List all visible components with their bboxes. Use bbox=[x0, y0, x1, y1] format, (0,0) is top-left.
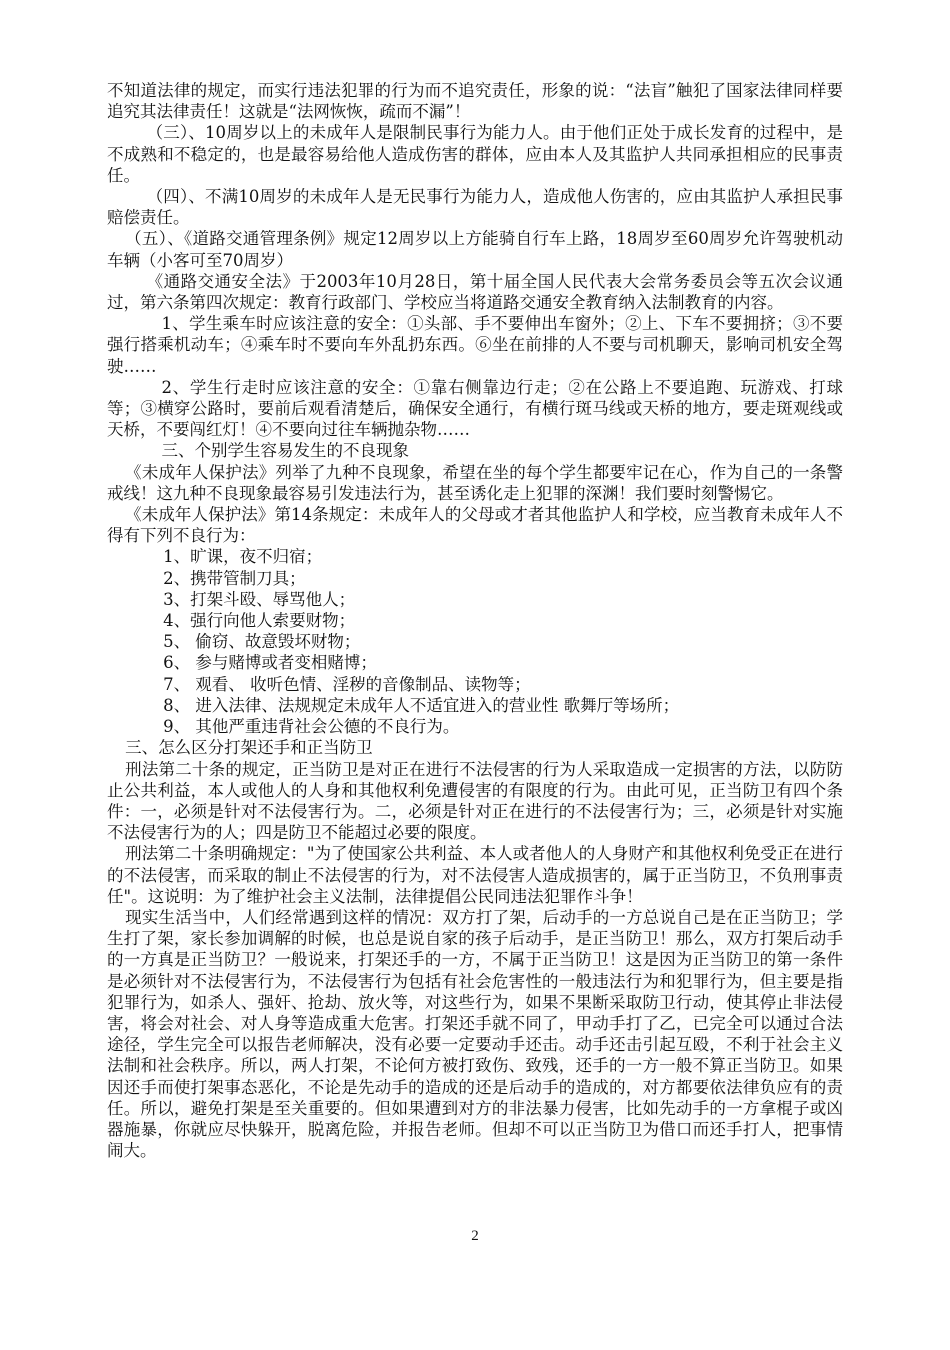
heading-bad-behaviors: 三、个别学生容易发生的不良现象 bbox=[161, 441, 409, 461]
list-item: 1、旷课，夜不归宿； bbox=[163, 547, 323, 567]
heading-self-defense: 三、怎么区分打架还手和正当防卫 bbox=[125, 738, 373, 758]
list-item: 4、强行向他人索要财物； bbox=[163, 611, 356, 631]
list-item: 8、 进入法律、法规规定未成年人不适宜进入的营业性 歌舞厅等场所； bbox=[163, 695, 680, 715]
list-item: 9、 其他严重违背社会公德的不良行为。 bbox=[163, 717, 460, 737]
paragraph-walk-safety: 2、学生行走时应该注意的安全：①靠右侧靠边行走；②在公路上不要追跑、玩游戏、打球等；③横穿公路时，要前后观看清楚后，确保安全通行，有横行斑马线或天桥的地方，要走斑观线或天桥，不要闯红灯！④不要向过往车辆抛杂物…… bbox=[107, 377, 843, 440]
list-item: 5、 偷窃、故意毁坏财物； bbox=[163, 632, 361, 652]
paragraph-no-capacity: （四）、不满10周岁的未成年人是无民事行为能力人，造成他人伤害的，应由其监护人承担民事赔偿责任。 bbox=[107, 187, 843, 228]
list-item: 7、 观看、 收听色情、淫秽的音像制品、读物等； bbox=[163, 674, 531, 694]
paragraph-real-life: 现实生活当中，人们经常遇到这样的情况：双方打了架，后动手的一方总说自己是在正当防卫；学生打了架，家长参加调解的时候，也总是说自家的孩子后动手，是正当防卫！那么，双方打架后动手的一方真是正当防卫？一般说来，打架还手的一方，不属于正当防卫！这是因为正当防卫的第一条件是必须针对不法侵害行为，不法侵害行为包括有社会危害性的一般违法行为和犯罪行为，但主要是指犯罪行为，如杀人、强奸、抢劫、放火等，对这些行为，如果不果断采取防卫行动，使其停止非法侵害，将会对社会、对人身等造成重大危害。打架还手就不同了，甲动手打了乙，已完全可以通过合法途径，学生完全可以报告老师解决，没有必要一定要动手还击。动手还击引起互殴，不利于社会主义法制和社会秩序。所以，两人打架，不论何方被打致伤、致残，还手的一方一般不算正当防卫。如果因还手而使打架事态恶化，不论是先动手的造成的还是后动手的造成的，对方都要依法律负应有的责任。所以，避免打架是至关重要的。但如果遭到对方的非法暴力侵害，比如先动手的一方拿棍子或凶器施暴，你就应尽快躲开，脱离危险，并报告老师。但却不可以正当防卫为借口而还手打人，把事情闹大。 bbox=[107, 907, 843, 1161]
paragraph-article-20-quote: 刑法第二十条明确规定："为了使国家公共利益、本人或者他人的人身财产和其他权利免受正在进行的不法侵害，而采取的制止不法侵害的行为，对不法侵害人造成损害的，属于正当防卫，不负刑事责任"。这说明：为了维护社会主义法制，法律提倡公民同违法犯罪作斗争！ bbox=[107, 844, 843, 906]
list-item: 3、打架斗殴、辱骂他人； bbox=[163, 589, 356, 609]
paragraph-minor-liability: 不知道法律的规定，而实行违法犯罪的行为而不追究责任，形象的说：“法盲”触犯了国家法律同样要追究其法律责任！这就是“法网恢恢，疏而不漏”！ bbox=[107, 81, 843, 122]
paragraph-nine-behaviors: 《未成年人保护法》列举了九种不良现象，希望在坐的每个学生都要牢记在心，作为自己的一条警戒线！这九种不良现象最容易引发违法行为，甚至诱化走上犯罪的深渊！我们要时刻警惕它。 bbox=[107, 462, 843, 503]
paragraph-limited-capacity: （三）、10周岁以上的未成年人是限制民事行为能力人。由于他们正处于成长发育的过程中，是不成熟和不稳定的，也是最容易给他人造成伤害的群体，应由本人及其监护人共同承担相应的民事责任。 bbox=[107, 123, 843, 185]
paragraph-article-20: 刑法第二十条的规定，正当防卫是对正在进行不法侵害的行为人采取造成一定损害的方法，以防防止公共利益，本人或他人的人身和其他权利免遭侵害的有限度的行为。由此可见，正当防卫有四个条件：一，必须是针对不法侵害行为。二，必须是针对正在进行的不法侵害行为；三，必须是针对实施不法侵害行为的人；四是防卫不能超过必要的限度。 bbox=[107, 759, 843, 843]
paragraph-article-14: 《未成年人保护法》第14条规定：未成年人的父母或才者其他监护人和学校，应当教育未成年人不得有下列不良行为： bbox=[107, 505, 843, 546]
list-item: 6、 参与赌博或者变相赌博； bbox=[163, 653, 377, 673]
paragraph-traffic-regulation: （五）、《道路交通管理条例》规定12周岁以上方能骑自行车上路，18周岁至60周岁允许驾驶机动车辆（小客可至70周岁） bbox=[107, 229, 843, 270]
list-item: 2、携带管制刀具； bbox=[163, 568, 306, 588]
paragraph-road-safety-law: 《通路交通安全法》于2003年10月28日，第十届全国人民代表大会常务委员会等五次会议通过，第六条第四次规定：教育行政部门、学校应当将道路交通安全教育纳入法制教育的内容。 bbox=[107, 271, 843, 313]
paragraph-ride-safety: 1、学生乘车时应该注意的安全：①头部、手不要伸出车窗外；②上、下车不要拥挤；③不要强行搭乘机动车；④乘车时不要向车外乱扔东西。⑥坐在前排的人不要与司机聊天，影响司机安全驾驶…… bbox=[107, 314, 843, 376]
page-number: 2 bbox=[471, 1228, 479, 1244]
document-body bbox=[107, 80, 843, 1161]
